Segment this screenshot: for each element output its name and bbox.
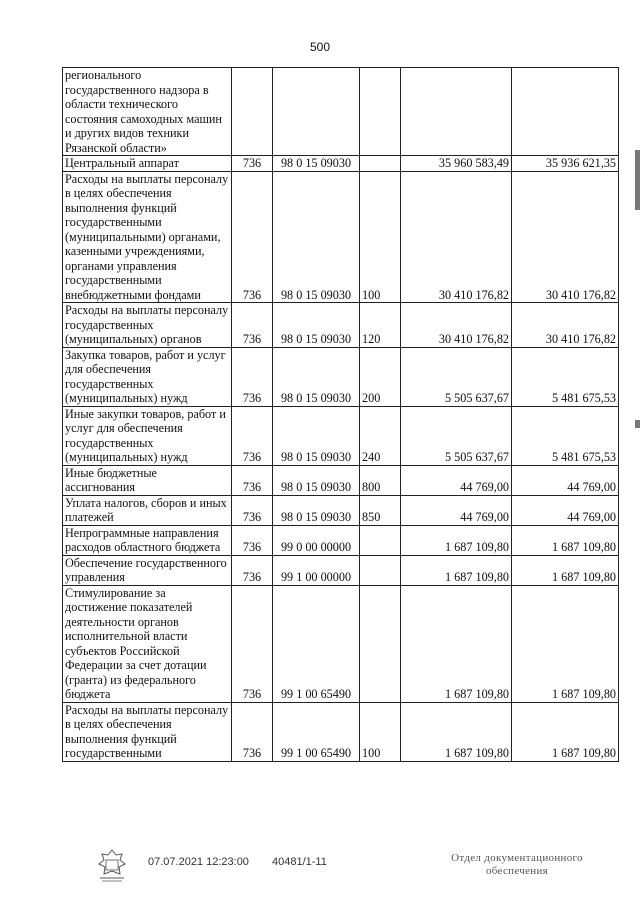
table-row [63, 68, 619, 156]
row-sum-2021-cell: 30 410 176,82 [401, 171, 512, 303]
stamp-line-2: обеспечения [485, 865, 549, 877]
row-name-cell: регионального государственного надзора в области технического состояния самоходных машин и других видов техники Рязанской области» [63, 68, 232, 156]
row-sum-2022-cell: 1 687 109,80 [512, 702, 619, 761]
table-row [63, 406, 619, 465]
row-ved-cell: 736 [232, 465, 273, 495]
row-vr-cell: 240 [360, 406, 401, 465]
table-row [63, 555, 619, 585]
row-sum-2021-cell: 1 687 109,80 [401, 555, 512, 585]
table-row [63, 156, 619, 172]
row-sum-2022-cell: 35 936 621,35 [512, 156, 619, 172]
scan-edge-mark [635, 150, 640, 210]
row-csr-cell: 99 1 00 00000 [273, 555, 360, 585]
row-csr-cell: 99 0 00 00000 [273, 525, 360, 555]
row-sum-2022-cell: 1 687 109,80 [512, 555, 619, 585]
row-sum-2021-cell: 44 769,00 [401, 465, 512, 495]
row-sum-2022-cell: 5 481 675,53 [512, 347, 619, 406]
row-ved-cell: 736 [232, 555, 273, 585]
row-sum-2021-cell: 1 687 109,80 [401, 702, 512, 761]
row-csr-cell [273, 68, 360, 156]
row-name-cell: Иные закупки товаров, работ и услуг для обеспечения государственных (муниципальных) нужд [63, 406, 232, 465]
row-ved-cell: 736 [232, 406, 273, 465]
scan-edge-mark [635, 420, 640, 428]
budget-table-body [63, 68, 619, 762]
row-name-cell: Закупка товаров, работ и услуг для обеспечения государственных (муниципальных) нужд [63, 347, 232, 406]
row-csr-cell: 98 0 15 09030 [273, 495, 360, 525]
row-ved-cell: 736 [232, 171, 273, 303]
row-name-cell: Непрограммные направления расходов областного бюджета [63, 525, 232, 555]
row-sum-2022-cell: 1 687 109,80 [512, 525, 619, 555]
row-name-cell: Стимулирование за достижение показателей деятельности органов исполнительной власти субъектов Российской Федерации за счет дотации (гранта) из федерального бюджета [63, 585, 232, 702]
row-ved-cell: 736 [232, 303, 273, 348]
row-name-cell: Иные бюджетные ассигнования [63, 465, 232, 495]
row-name-cell: Уплата налогов, сборов и иных платежей [63, 495, 232, 525]
row-csr-cell: 98 0 15 09030 [273, 465, 360, 495]
row-sum-2022-cell: 5 481 675,53 [512, 406, 619, 465]
row-csr-cell: 99 1 00 65490 [273, 702, 360, 761]
row-ved-cell: 736 [232, 525, 273, 555]
row-csr-cell: 98 0 15 09030 [273, 171, 360, 303]
row-sum-2022-cell: 1 687 109,80 [512, 585, 619, 702]
row-ved-cell: 736 [232, 495, 273, 525]
row-vr-cell: 850 [360, 495, 401, 525]
row-ved-cell [232, 68, 273, 156]
row-vr-cell: 100 [360, 171, 401, 303]
table-row [63, 525, 619, 555]
table-row [63, 585, 619, 702]
stamp-line-1: Отдел документационного [451, 852, 583, 864]
row-vr-cell [360, 68, 401, 156]
department-stamp [432, 852, 602, 878]
row-name-cell: Расходы на выплаты персоналу государственных (муниципальных) органов [63, 303, 232, 348]
footer-date: 07.07.2021 12:23:00 [148, 856, 249, 868]
row-ved-cell: 736 [232, 702, 273, 761]
row-ved-cell: 736 [232, 585, 273, 702]
row-ved-cell: 736 [232, 156, 273, 172]
row-sum-2021-cell: 1 687 109,80 [401, 585, 512, 702]
row-name-cell: Центральный аппарат [63, 156, 232, 172]
row-sum-2022-cell: 30 410 176,82 [512, 303, 619, 348]
row-vr-cell [360, 585, 401, 702]
table-row [63, 702, 619, 761]
row-sum-2021-cell: 30 410 176,82 [401, 303, 512, 348]
row-csr-cell: 99 1 00 65490 [273, 585, 360, 702]
row-vr-cell: 120 [360, 303, 401, 348]
row-ved-cell: 736 [232, 347, 273, 406]
row-csr-cell: 98 0 15 09030 [273, 406, 360, 465]
table-row [63, 465, 619, 495]
row-sum-2021-cell: 5 505 637,67 [401, 406, 512, 465]
row-name-cell: Расходы на выплаты персоналу в целях обеспечения выполнения функций государственными [63, 702, 232, 761]
row-vr-cell [360, 555, 401, 585]
row-sum-2021-cell: 35 960 583,49 [401, 156, 512, 172]
row-vr-cell [360, 156, 401, 172]
row-csr-cell: 98 0 15 09030 [273, 156, 360, 172]
row-csr-cell: 98 0 15 09030 [273, 347, 360, 406]
row-vr-cell: 800 [360, 465, 401, 495]
budget-table [62, 67, 619, 762]
row-sum-2022-cell: 30 410 176,82 [512, 171, 619, 303]
coat-of-arms-icon [92, 846, 132, 886]
row-csr-cell: 98 0 15 09030 [273, 303, 360, 348]
table-row [63, 347, 619, 406]
page-number: 500 [309, 40, 331, 54]
table-row [63, 495, 619, 525]
row-sum-2022-cell: 44 769,00 [512, 495, 619, 525]
row-name-cell: Обеспечение государственного управления [63, 555, 232, 585]
row-sum-2022-cell: 44 769,00 [512, 465, 619, 495]
row-sum-2021-cell: 44 769,00 [401, 495, 512, 525]
row-sum-2022-cell [512, 68, 619, 156]
footer-doc-number: 40481/1-11 [272, 856, 327, 868]
table-row [63, 303, 619, 348]
row-sum-2021-cell: 5 505 637,67 [401, 347, 512, 406]
row-vr-cell: 200 [360, 347, 401, 406]
row-vr-cell [360, 525, 401, 555]
row-sum-2021-cell: 1 687 109,80 [401, 525, 512, 555]
table-row [63, 171, 619, 303]
row-vr-cell: 100 [360, 702, 401, 761]
row-sum-2021-cell [401, 68, 512, 156]
row-name-cell: Расходы на выплаты персоналу в целях обеспечения выполнения функций государственными (муниципальными) органами, казенными учреждениями, органами управления государственными внебюджетными фондами [63, 171, 232, 303]
